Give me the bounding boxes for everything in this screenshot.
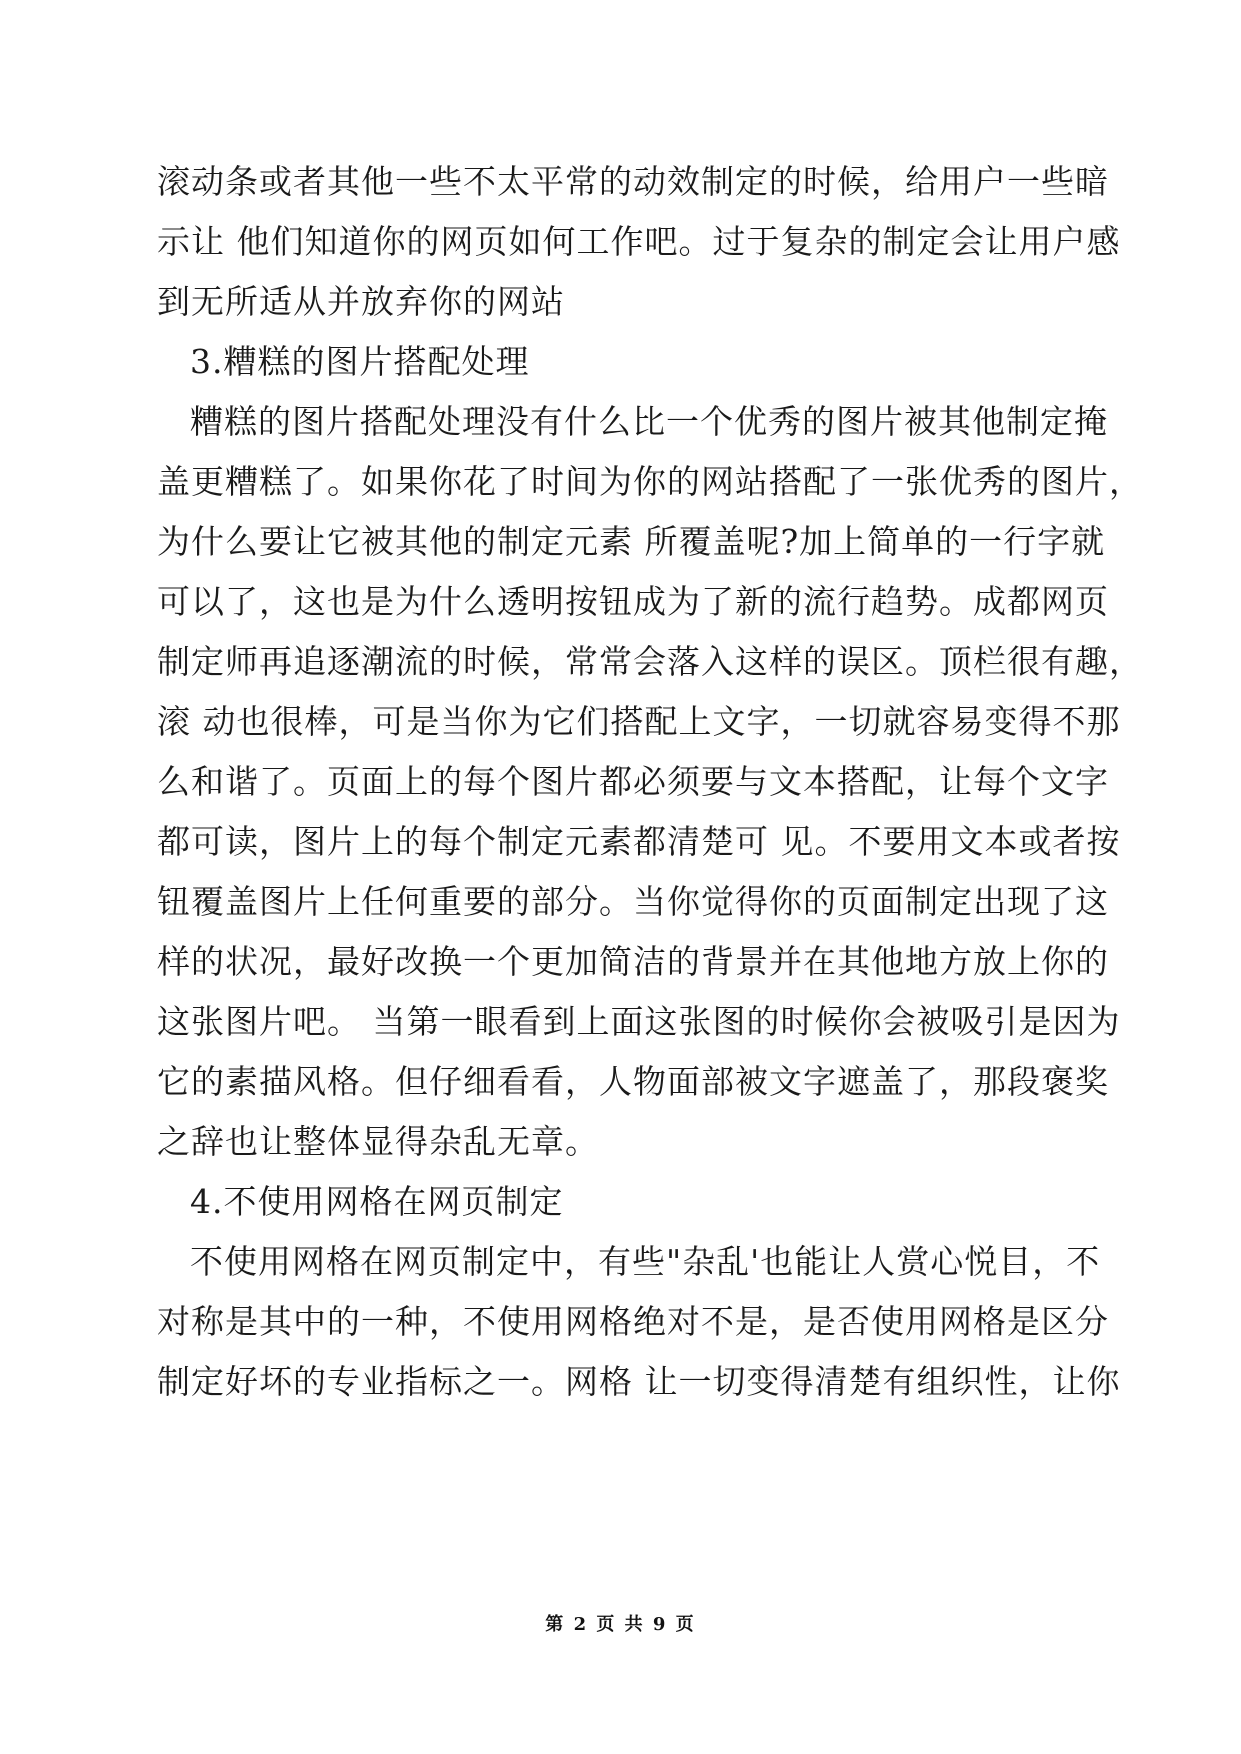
paragraph-line: 样的状况，最好改换一个更加简洁的背景并在其他地方放上你的: [157, 942, 1109, 981]
paragraph-line: 示让 他们知道你的网页如何工作吧。过于复杂的制定会让用户感: [157, 222, 1121, 261]
paragraph-line: 到无所适从并放弃你的网站: [157, 282, 565, 321]
paragraph-line: 制定好坏的专业指标之一。网格 让一切变得清楚有组织性，让你: [157, 1362, 1121, 1401]
section-heading: 4.不使用网格在网页制定: [190, 1182, 564, 1221]
paragraph-line: 都可读，图片上的每个制定元素都清楚可 见。不要用文本或者按: [157, 822, 1121, 861]
paragraph-line: 不使用网格在网页制定中，有些"杂乱'也能让人赏心悦目，不: [190, 1242, 1101, 1281]
paragraph-line: 对称是其中的一种，不使用网格绝对不是，是否使用网格是区分: [157, 1302, 1109, 1341]
paragraph-line: 滚动条或者其他一些不太平常的动效制定的时候，给用户一些暗: [157, 162, 1109, 201]
paragraph-line: 它的素描风格。但仔细看看，人物面部被文字遮盖了，那段褒奖: [157, 1062, 1109, 1101]
paragraph-line: 为什么要让它被其他的制定元素 所覆盖呢?加上简单的一行字就: [157, 522, 1106, 561]
paragraph-line: 可以了，这也是为什么透明按钮成为了新的流行趋势。成都网页: [157, 582, 1109, 621]
paragraph-line: 么和谐了。页面上的每个图片都必须要与文本搭配，让每个文字: [157, 762, 1109, 801]
paragraph-line: 钮覆盖图片上任何重要的部分。当你觉得你的页面制定出现了这: [157, 882, 1109, 921]
paragraph-line: 之辞也让整体显得杂乱无章。: [157, 1122, 599, 1161]
section-heading: 3.糟糕的图片搭配处理: [190, 342, 530, 381]
paragraph-line: 制定师再追逐潮流的时候，常常会落入这样的误区。顶栏很有趣，: [157, 642, 1143, 681]
page-number-footer: 第 2 页 共 9 页: [545, 1614, 696, 1635]
paragraph-line: 这张图片吧。 当第一眼看到上面这张图的时候你会被吸引是因为: [157, 1002, 1121, 1041]
paragraph-line: 糟糕的图片搭配处理没有什么比一个优秀的图片被其他制定掩: [190, 402, 1108, 441]
paragraph-line: 盖更糟糕了。如果你花了时间为你的网站搭配了一张优秀的图片，: [157, 462, 1143, 501]
paragraph-line: 滚 动也很棒，可是当你为它们搭配上文字，一切就容易变得不那: [157, 702, 1121, 741]
document-page: [157, 162, 1143, 1422]
